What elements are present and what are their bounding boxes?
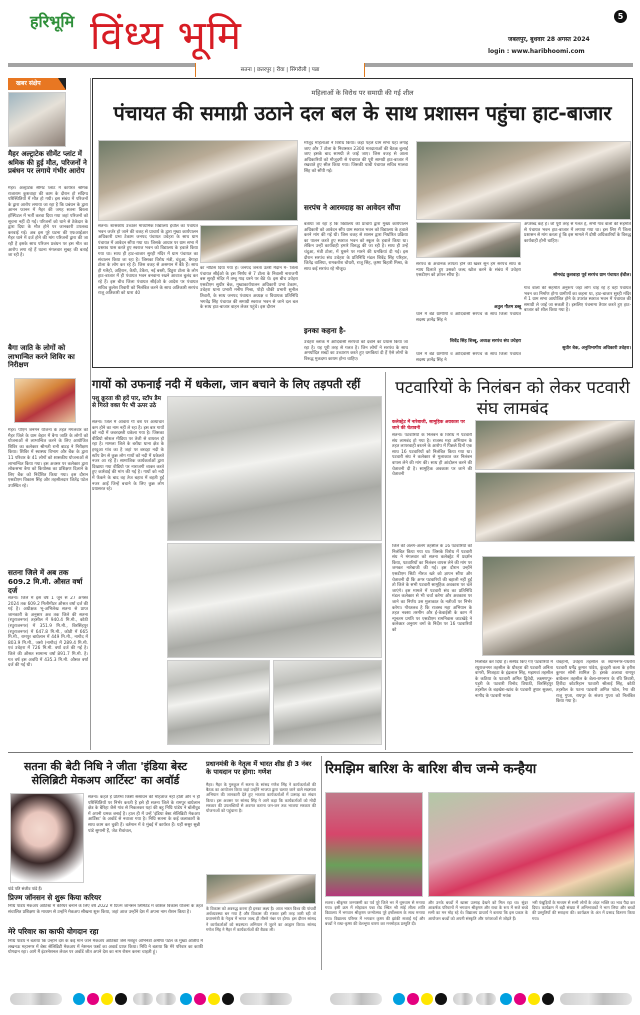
sidebar-photo-camp bbox=[14, 378, 76, 423]
makeup-body-1: सतना। कहते हैं प्रतिभा किसी संसाधन की मोहताज नहीं होती और न ही परिस्थितियों पर निर्भर करती है इसे ही सतना जिले के रामपुर बाघेलान क्षेत्र के बैरिहा जैसे गांव से निकलकर यहां की बहू निधि पांडेय ने बॉलीवुड में अपनी धमक बनाई है। हाल ही में उन्हें 'इंडिया बेस्ट सेलिब्रिटी मेकअप आर्टिस्ट' के अवॉर्ड से नवाजा गया है। निधि सतना के कई कलाकारों के साथ काम कर चुकी हैं। वर्तमान में वे मुंबई में कार्यरत हैं। यहीं ससुर सुन्नी पांडे सुमानी हैं, जेठ रीवांचल, bbox=[88, 795, 200, 834]
makeup-photo-caption: पांडे पति संजीव पांडे हैं। bbox=[8, 886, 43, 891]
patwari-body-1: सतना। पटवारियों के निलंबन के विरोध में पटवारी संघ लामबंद हो गया है। राजस्व महा अभियान के तहत लापरवाही बरतने के आरोप में पिछले दिनों एक साथ 16 पटवारियों को निलंबित किया गया था। पटवारी संघ ने कलेक्टर से मुलाकात कर निलंबन वापस लेने की मांग की। साथ ही आंदोलन करने की चेतावनी दी है। सामूहिक अवकाश पर जाने की चेतावनी bbox=[392, 433, 472, 478]
pm-body-1: मैहर। मैहर के गुरुकुल में सतना के सांसद गणेश सिंह ने कार्यकर्ताओं की बैठक का आयोजन किया जहां उन्होंने भाजपा द्वारा चलाए जाने वाले सदस्यता अभियान की जानकारी देते हुए भाजपा कार्यकर्ताओं में उत्साह का संचार किया। इस अवसर पर सांसद सिंह ने आगे कहा कि कार्यकर्ताओं को मोदी सरकार की उपलब्धियों से अवगत कराना जन-जन तक भाजपा सरकार की योजनाओं को पहुंचाना है। bbox=[206, 782, 316, 814]
cow-headline: गायों को उफनाई नदी में धकेला, जान बचाने के लिए तड़पती रहीं bbox=[92, 377, 361, 391]
masthead-rule-right bbox=[365, 63, 633, 67]
lead-subhead-1: सरपंच ने आरमदाह का आवेदन सौंपा bbox=[304, 203, 401, 212]
makeup-subhead-2: मेरे परिवार का काफी योगदान रहा bbox=[8, 927, 99, 936]
registration-dot-magenta-2 bbox=[194, 993, 206, 1005]
registration-dot-magenta-4 bbox=[514, 993, 526, 1005]
cow-photo-river bbox=[167, 396, 382, 541]
bottom-column-divider bbox=[321, 756, 322, 970]
registration-bar-8 bbox=[560, 993, 632, 1005]
sidebar-divider bbox=[90, 78, 91, 750]
brand-logo: हरिभूमि bbox=[30, 12, 75, 31]
section-divider bbox=[8, 752, 633, 753]
lead-quote-author-2: शिवेंद्र सिंह शिब्बू, अध्यक्ष सरपंच संघ उचेहरा bbox=[449, 339, 521, 344]
lead-photo-villagers bbox=[200, 225, 298, 263]
registration-bar-5 bbox=[330, 993, 382, 1005]
registration-dot-cyan-2 bbox=[180, 993, 192, 1005]
pm-body-2: के विकास को अवरुद्ध करना ही इनका लक्ष्य है। आज भारत विश्व की पांचवीं अर्थव्यवस्था बन गया है और विकास की रफ्तार इसी तरह जारी रही तो प्रधानमंत्री के नेतृत्व में भारत जल्द ही तीसरे नंबर पर होगा। इस दौरान सांसद ने कार्यकर्ताओं को सदस्यता अभियान में जुटने का आह्वान किया। सांसद गणेश सिंह ने मैहर में कार्यकर्ताओं की बैठक ली। bbox=[206, 906, 316, 932]
sidebar-headline-1: मैहर अल्ट्राटेक सीमेंट प्लांट में श्रमिक की हुई मौत, परिजनों ने प्रबंधन पर लगाये गंभीर आरोप bbox=[8, 150, 87, 176]
lead-body-10: गांव वालों की सहमति अनुरूप जहां लोग चाह रहे हैं वहीं पंचायत भवन का निर्माण होगा ग्रामीणों का कहना था, हाट-बाजार सुरही मंदिर में 1 ग्राम सभा आयोजित होने के उपरांत स्वराज भवन में पंचायत की समाग्री ले जाई जा सकती है। इसलिए पंचनामा तैयार करते हुए हाट-बाजार को शील किया गया है। bbox=[524, 286, 631, 314]
registration-dot-magenta bbox=[87, 993, 99, 1005]
registration-bar-6 bbox=[453, 993, 473, 1005]
makeup-body-3: निधि पांडेय ने बताया कि उन्होंने देश के कई माने जाने मेकअप आर्टिस्टों जैसे मशहूर अभिनेत्री अमीषा पटेल के मुख्य अतिथि में लखनऊ महानगर में बेस्ट सेलिब्रिटी मेकअप में नेशनल फर्स्ट का अवार्ड प्राप्त किया। निधि ने बताया कि मेरे परिवार का काफी योगदान रहा। आगे मैं इंटरनेशनल लेवल पर अवॉर्ड जीत अपने देश का नाम रोशन करना चाहती हूं। bbox=[8, 939, 203, 956]
lead-body-4: बताया जा रहा है कि विद्यालय की प्राचार्य द्वारा मुख्य कार्यपालन अधिकारी को आवेदन सौंप ग्राम स्वराज भवन को विद्यालय के हवाले करने मांग की गई थी। जिस वजह से शासन द्वारा निर्धारित प्रक्रिया का पालन करते हुए स्वराज भवन को स्कूल के हवाले किया था। लेकिन उन्हीं कार्यवाही हमारे विरुद्ध की जा रही है। साथ ही उन्हें चंदुआ, मंत्री टोला, में घुसने पर मारने की धमकियां दी गई। इस दौरान सरपंच संघ उचेहरा के प्रतिनिधि मंडल शिवेंद्र सिंह परिहार, जितेंद्र वालिया, रामकरोश चौधरी, राजू सिंह, कृष्ण बिहारी मिश्रा, के साथ कई सरपंच रहे मौजूद। bbox=[304, 222, 408, 272]
sidebar-body-3: सतना। जिले में इस वर्ष 1 जून से 27 अगस्त 2024 तक 609.2 मिलीमीटर औसत वर्षा दर्ज की गई है। अधीक्षक भू-अभिलेख सतना से प्राप्त जानकारी के अनुसार अब तक जिले की सतना (रघुराजनगर) तहसील में 940.4 मि.मी., कोठी (रघुराजनगर) में 351.9 मि.मी., बिरसिंहपुर (रघुराजनगर) में 647.8 मि.मी., कोठी में 665 मि.मी., रामपुर बाघेलान में 449 मि.मी., नागौद में 803.9 मि.मी., जसो (नागौद) में 289.4 मि.मी. एवं उचेहरा में 726 मि.मी. वर्षा दर्ज की गई है। जिले की औसत सामान्य वर्षा 891.7 मि.मी. है। गत वर्ष इस अवधि में 435.3 मि.मी. औसत वर्षा दर्ज की गई थी। bbox=[8, 596, 88, 669]
cow-photo-cattle-water bbox=[273, 660, 382, 745]
patwari-photo-protest-1 bbox=[475, 472, 635, 542]
patwari-photo-office bbox=[475, 420, 635, 470]
janmashtami-body-1: सतना। श्रीकृष्ण जन्माष्टमी का पर्व पूरे जिले भर में धूमधाम से मनाया गया। इसी क्रम में सोहावल पन्ना रोड स्थित श्री सांई लीला शांति विद्यालय में भगवान श्रीकृष्ण जन्मोत्सव पूरे हर्षोल्लास के साथ मनाया गया। विद्यालय परिसर में भगवान कृष्ण की झांकी सजाई गई और बच्चों ने राधा-कृष्ण की वेशभूषा धारण कर मनमोहक प्रस्तुति दी। bbox=[325, 900, 425, 926]
lead-kicker: महिलाओं के विरोध पर समाग्री की गई शील bbox=[311, 89, 414, 97]
registration-dot-yellow-2 bbox=[208, 993, 220, 1005]
lead-body-3: मौजूद महिलाओं ने विरोध किया। कहा पहले ग्राम सभा यहां लगाई जाए और 7 टोला के निवासरत 2300 मतदाताओं की बैठक बुलाई जाए इसके बाद सामग्री ले जाई जाए। जिस वजह से आला अधिकारियों को मौजूदगी से पंचायत की पूरी सामग्री हाट-बाजार में रखवाते हुए सील किया गया। जिसकी चाबी पंचायत सचिव मालवा सिंह को सौंपी गई। bbox=[304, 141, 408, 174]
janmashtami-photo-children bbox=[428, 792, 635, 897]
pm-photo-meeting bbox=[206, 874, 316, 904]
registration-dot-black bbox=[115, 993, 127, 1005]
registration-dot-yellow-4 bbox=[528, 993, 540, 1005]
registration-dot-yellow-3 bbox=[421, 993, 433, 1005]
news-brief-tag: खबर संक्षेप bbox=[8, 78, 66, 90]
dateline: जबलपुर, बुधवार 28 अगस्त 2024 bbox=[508, 36, 590, 43]
lead-photo-meeting bbox=[416, 222, 521, 258]
registration-dot-cyan-4 bbox=[500, 993, 512, 1005]
section-title: विंध्य भूमि bbox=[90, 13, 242, 59]
registration-dot-magenta-3 bbox=[407, 993, 419, 1005]
makeup-headline: सतना की बेटी निधि ने जीता 'इंडिया बेस्ट सेलिब्रिटी मेकअप आर्टिस्ट' का अवॉर्ड bbox=[23, 760, 188, 787]
registration-bar-7 bbox=[476, 993, 496, 1005]
lead-subhead-2: इनका कहना है- bbox=[304, 326, 346, 335]
registration-bar-2 bbox=[133, 993, 153, 1005]
sidebar-body-2: मैहर। पीएम जनमन योजना के तहत मंगलवार को मैहर जिले के ग्राम बेहार में बैगा जाति के लोगों को योजनाओं से लाभान्वित करने के लिए आयोजित शिविर का कलेक्टर श्रीमती रानी बाटड़ ने निरीक्षण किया। शिविर में स्वास्थ्य विभाग और बैंक के द्वारा 11 परिवार के 41 लोगों को शासकीय योजनाओं से लाभान्वित किया गया। इस अवसर पर कलेक्टर द्वारा लोकसभा बैगा को कियोस्क का प्रशिक्षण दिलाने के लिए बैंक को निर्देशित किया गया। इस दौरान एसडीएम विकास सिंह और तहसीलदार जितेंद्र पटेल उपस्थित रहे। bbox=[8, 428, 88, 489]
sidebar-photo-hospital bbox=[8, 92, 66, 147]
lead-quote-author-4: सुधीर बेक, अनुविभागीय अधिकारी उचेहरा। bbox=[562, 346, 631, 351]
registration-dot-black-4 bbox=[542, 993, 554, 1005]
janmashtami-body-2: और उनके बच्चों में खासा उत्साह देखने को मिल रहा था। सुंदर आकर्षक परिधानों में भगवान श्रीकृष्ण और राधा के रूप में सजे बच्चे सभी का मन मोह रहे थे। विद्यालय प्राचार्य ने बताया कि इस प्रकार के आयोजन बच्चों को अपनी संस्कृति और परंपराओं से जोड़ते हैं। bbox=[428, 900, 528, 921]
lead-body-7: थाने में बैठे ग्रामीणों व आदिवासी सरपंच के साथ जिला पंचायत सदस्य ज्ञानेंद्र सिंह ने bbox=[416, 312, 521, 323]
cow-body: सतना। जिले में आवारा गौ वंश पर अत्याचार कम होने का नाम नहीं ले रहा है। इस बार गायों को नदी में जबरदस्ती धकेला गया है। जिसका वीडियो सोशल मीडिया पर तेजी से वायरल हो रहा है। मामला जिले के बरोंधा थाना क्षेत्र के हरदुआ गांव का है जहां पर बरदहा नदी के स्टॉप डैम से कुछ लोग गायों को नदी में धकेलते नजर आ रहे हैं। सामाजिक कार्यकर्ताओं द्वारा दिखाया गया वीडियो पर नाराजगी व्यक्त करते हुए कार्रवाई की मांग की गई है। गायों को नदी में फेंकने के बाद वह तेज बहाव में बहती हुई नजर आईं जिन्हें बचाने के लिए कुछ लोग प्रयासरत रहे। bbox=[92, 420, 164, 493]
sidebar-headline-2: बैगा जाति के लोगों को लाभान्वित करने शिविर का निरीक्षण bbox=[8, 344, 75, 370]
patwari-photo-protest-2 bbox=[482, 556, 635, 656]
cow-subhead: पशु क्रूरता की हदें पार, स्टॉप डैम से गिरते वक्त पैर भी ऊपर उठे bbox=[92, 396, 161, 410]
patwari-headline: पटवारियों के निलंबन को लेकर पटवारी संघ लामबंद bbox=[395, 378, 630, 419]
registration-dot-black-2 bbox=[222, 993, 234, 1005]
lead-body-5: उचेहरा ब्लॉक में आदिवासी सरपंचों को दबाने का प्रयास किया जा रहा है। यह पूरी तरह से गलत है। जिन लोगों ने सरपंच के साथ अमर्यादित शब्दों का उच्चारण करते हुए धमकियां दी हैं ऐसे लोगों के विरुद्ध मुकदमा कायम होना चाहिए। bbox=[304, 340, 408, 362]
janmashtami-headline: रिमझिम बारिश के बारिश बीच जन्मे कन्हैया bbox=[325, 761, 537, 777]
lead-photo-police bbox=[98, 140, 298, 221]
lead-headline: पंचायत की समाग्री उठाने दल बल के साथ प्रशासन पहुंचा हाट-बाजार bbox=[113, 101, 612, 125]
makeup-photo-nidhi bbox=[10, 793, 84, 883]
patwari-body-3: निलंबित कर दिया है। सस्पेंड किए गए पटवारियों में रघुराजनगर तहसील के धौरहरा की पटवारी अनिता वागरी, सिजहटा के इंद्रलाल सिंह, मझगवां तहसील के कठिया के पटवारी अमित द्विवेदी, लक्ष्मणपुर-पड़ुरी के पटवारी विनोद त्रिपाठी, बिरसिंहपुर तहसील के बड़खेरा-खांच के पटवारी तुषार सुक्ला, नागौद के पटवारी मयंक bbox=[475, 660, 553, 699]
sidebar-body-1: मैहर। अल्ट्राटेक सीमेंट प्लांट में कार्यरत श्रमिक राजाराम कुशवाहा की काम के दौरान हो संदिग्ध परिस्थितियों में मौत हो गयी। इस संबंध में परिजनों के द्वारा आरोप लगाया जा रहा है कि प्रबंधन के द्वारा आनन फानन में मैहर की जगह सतना बिरला हॉस्पिटल में भर्ती करवा दिया गया जहां परिजनों को सूचना नहीं दी गई। परिजनों को थाने से ठेकेदार के द्वारा दिया के मौत होने पर जानकारी उपलब्ध करवाई गई। अब इस पूरे घटना की एफआईआर मैहर थाने में दर्ज होने की मांग परिजनों द्वारा की जा रही है इसके साथ परिजन प्रबंधन पर इस मौत का आरोप लगा रहे हैं घटना मंगलवार सुबह की बताई जा रही है। bbox=[8, 186, 88, 259]
registration-dot-yellow bbox=[101, 993, 113, 1005]
patwari-body-2: जिले की अलग-अलग तहसील के 16 पटवारियों को निलंबित किया गया था। जिसके विरोध में पटवारी संघ ने मंगलवार को सतना कलेक्ट्रेट में प्रदर्शन किया, पटवारियों का निलंबन वापस लेने की मांग पर जमकर नारेबाजी की गई। इस दौरान उन्होंने एसडीएम सिटी नीरज खरे को ज्ञापन सौंपा और चेतावनी दी कि अगर पटवारियों की बहाली नहीं हुई तो जिले के सभी पटवारी सामूहिक अवकाश पर चले जाएंगे। इस मामले में पटवारी संघ का प्रतिनिधि मंडल कलेक्टर से भी चर्चा करेगा और अवकाश पर जाने का निर्णय उस मुलाकात के नतीजों पर निर्भर करेगा। गौरतलब है कि राजस्व महा अभियान के तहत नक्शा तरमीम और ई-केवाईसी के काम में न्यूनतम प्रगति पर एसडीएम रामनिवास जाटखेड़े ने कलेक्टर अनुराग वर्मा के निर्देश पर 16 पटवारियों को bbox=[392, 544, 472, 633]
registration-bar-4 bbox=[240, 993, 292, 1005]
registration-dot-cyan bbox=[73, 993, 85, 1005]
lead-body-8: थाने में बैठे ग्रामीणों व आदिवासी सरपंच के साथ जिला पंचायत सदस्य ज्ञानेंद्र सिंह ने bbox=[416, 352, 521, 363]
janmashtami-photo-idol bbox=[325, 792, 423, 897]
masthead-rule-left bbox=[8, 63, 195, 67]
registration-dot-black-3 bbox=[435, 993, 447, 1005]
cow-photo-dam-spillway bbox=[167, 660, 270, 745]
lead-body-2: का नोटिस दिया गया है। जनपद जनता उतरी मैदान में- जिला पंचायत सीईओ के इस निर्णय से 7 टोला के निवासी नाराजगी बस सुरही मंदिर में तम्बू गाड़ धरने पर बैठे थे। इस बीच उचेहरा एसडीएम सुधीर बेक, मुख्यकार्यपालन अधिकारी प्रभा टेकाम, उचेहरा थाना प्रभारी मनीष मिश्रा, पोड़ी चौकी प्रभारी सुनील तिवारी, के साथ जनपद पंचायत अध्यक्ष व विधायक प्रतिनिधि भगवेंद्र सिंह पंचायत की समाग्री स्वराज भवन से जाने दल बल के साथ हाट-बाजार वाहन लेकर पहुंचे। इस दौरान bbox=[200, 266, 298, 311]
pm-headline: प्रधानमंत्री के नेतृत्व में भारत शीघ्र ही 3 नंबर के पायदान पर होगा: गणेश bbox=[206, 760, 312, 777]
makeup-body-2: निधि पांडेय मेकअप आर्टिस्ट में कैरियर बनाने के लिए वर्ष 2022 में प्रिज्म जॉनसन लिमिटेड में कौशल विकास योजना के तहत संचालित प्रशिक्षण के माध्यम से उन्होंने मेकअप सीखना शुरू किया, जहां आज उन्होंने देश में अपना नाम रोशन किया है। bbox=[8, 904, 203, 915]
patwari-kicker: कलेक्ट्रेट में नारेबाजी, सामूहिक अवकाश पर जाने की चेतावनी bbox=[392, 420, 465, 431]
janmashtami-body-3: भरी पंखुड़ियों के माध्यम से सभी लोगों के अंदर भक्ति का भाव पैदा कर दिया। कार्यक्रम में बड़ी संख्या में अभिभावकों ने भाग लिया और बच्चों की प्रस्तुतियों की सराहना की। कार्यक्रम के अंत में प्रसाद वितरण किया गया। bbox=[532, 900, 635, 921]
makeup-subhead-1: प्रिज्म जॉनसन से शुरू किया करियर bbox=[8, 893, 102, 902]
registration-bar-1 bbox=[10, 993, 62, 1005]
registration-bar-3 bbox=[156, 993, 176, 1005]
lead-photo-officials bbox=[416, 141, 631, 220]
registration-dot-cyan-3 bbox=[393, 993, 405, 1005]
lead-quote-author-3: सोमचंद्र कुशवाहा पूर्व सरपंच ग्राम पंचायत ईचौल। bbox=[553, 273, 631, 278]
lead-quote-author-1: अतुल गौतम डब्बू bbox=[493, 305, 521, 310]
sidebar-headline-3: सतना जिले में अब तक 609.2 मि.मी. औसत वर्षा दर्ज bbox=[8, 568, 83, 595]
cow-photo-stopdam bbox=[167, 543, 382, 658]
city-list: सतना | छतरपुर | रीवा | सिंगरौली | पन्ना bbox=[195, 63, 365, 77]
column-divider bbox=[385, 372, 386, 750]
lead-body-9: अपशब्द कहे हैं। जो पूरी तरह से गलत है, सभी गांव वालों की सहमति से पंचायत भवन हाट-बाजार में लगाया गया था। इस लिए मैं जिला प्रशासन से मांग करता हूं कि इस मामले में दोषी अधिकारियों के विरुद्ध कार्यवाही होनी चाहिए। bbox=[524, 222, 631, 244]
login-link[interactable]: login : www.haribhoomi.com bbox=[488, 48, 585, 55]
lead-body-1: सतना। शासकीय उच्चतर माध्यमिक विद्यालय ईचौल का पंचायत भवन जर्जर हो जाने की वजह से प्राचार्य के द्वारा मुख्य कार्यपालन अधिकारी प्रभा टेकाम जनपद पंचायत उचेहरा के साथ ग्राम पंचायत में आवेदन सौंपा गया था। जिसके आधार पर ग्राम सभा में प्रस्ताव पास करते हुए स्वराज भवन को विद्यालय के हवाले किया गया था। साथ ही हाट-बाजार सुरही मंदिर में ग्राम पंचायत का संचालन किया जा रहा है। जिसका विरोध मंत्री, चंदुआ, बैगाहा टोला के लोग कर रहे हैं। जिस वजह से असमान में बैठे हैं। साथ ही गलैहो, अहिरान, कैथी, टेकैरा, नई बस्ती, डिठुरा टोला के लोग हाट-बाजार में ही पंचायत भवन बनवाना रखने आवाज बुलंद कर रहे हैं। इस बीच जिला पंचायत सीईओ के आदेश पर पंचायत सचिव कुलेश तिवारी को निलंबित करने के साथ अतिकारी सरपंच राजू अतिकारी को धारा 40 bbox=[98, 224, 198, 297]
lead-body-6: सरपंच के अचानक लापता होने की खबर सुन हम सरपंच साथ के न्याय दिलाते हुए उसको जल्द खोज करने के संबंध में उचेहरा एसडीएम को ज्ञापन सौंपा है। bbox=[416, 262, 521, 279]
patwari-body-4: चेवहानी, उचेहरा तहसील के श्यामनगर-पथरौरा पटवारी धर्मेंद्र कुमार पांडेय, कुंदहरी कला के हरीश कुमार सोनी शामिल हैं। इसके अलावा रामपुर बाघेलान तहसील के बेला-रामनगर के रवि तिवारी, हिरौंदा कोटरिहान पटवारी श्रीलाई सिंह, कोठी तहसील के पटना पटवारी अमित पटेल, रैगा की राजू गुप्ता, रायपुर के संजय गुप्ता को निलंबित किया गया है। bbox=[556, 660, 635, 705]
page-number: 5 bbox=[614, 10, 627, 23]
